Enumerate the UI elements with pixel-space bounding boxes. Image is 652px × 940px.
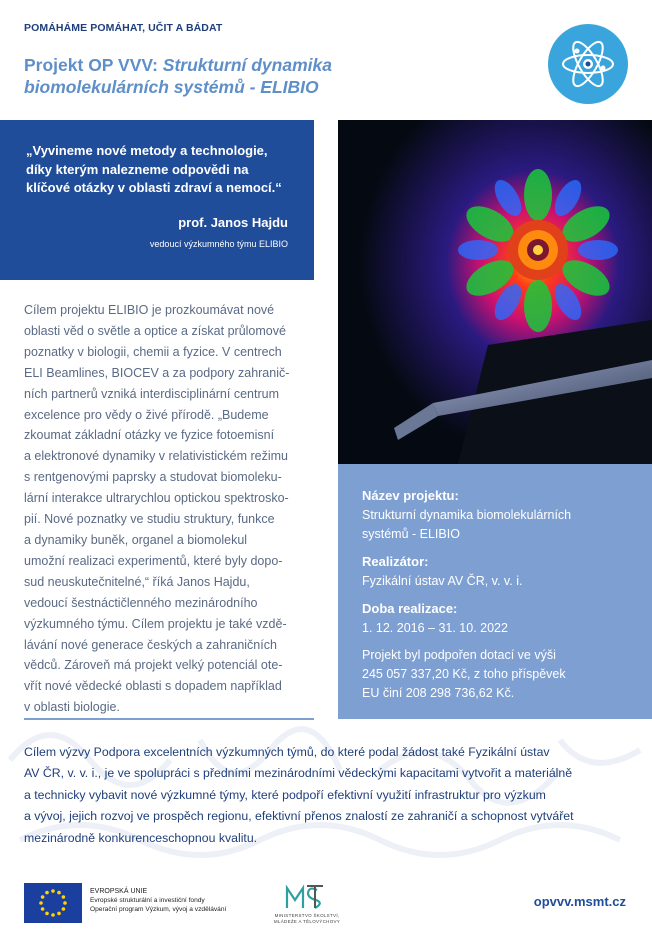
project-info-box bbox=[338, 464, 652, 719]
body-line: umožní realizaci experimentů, které byly dopo- bbox=[24, 553, 283, 568]
realizer-value: Fyzikální ústav AV ČR, v. v. i. bbox=[362, 574, 523, 588]
project-name-label: Název projektu: bbox=[362, 488, 459, 503]
title-line-1: Strukturní dynamika bbox=[162, 55, 332, 75]
bottom-line: a vývoj, jejich rozvoj ve prospěch regionu, efektivní přenos znalostí ze zahraničí a schopnost vytvářet bbox=[24, 809, 574, 824]
footer bbox=[0, 870, 652, 940]
bottom-line: mezinárodně konkurenceschopnou kvalitu. bbox=[24, 830, 258, 845]
laser-photo bbox=[338, 120, 652, 464]
funding-text bbox=[362, 646, 628, 703]
body-line: a elektronové dynamiky v relativistickém režimu bbox=[24, 449, 288, 464]
msmt-line: MINISTERSTVO ŠKOLSTVÍ, bbox=[274, 913, 340, 918]
website-link[interactable]: opvvv.msmt.cz bbox=[533, 894, 626, 909]
msmt-text bbox=[266, 913, 348, 924]
body-line: výzkumného týmu. Cílem projektu je také vzdě- bbox=[24, 616, 287, 631]
eu-text bbox=[90, 887, 226, 914]
bottom-line: a technicky vybavit nové výzkumné týmy, které podpoří efektivní využití infrastruktur pro výzkum bbox=[24, 787, 546, 802]
msmt-logo bbox=[283, 882, 329, 912]
quote-text bbox=[26, 142, 288, 198]
body-line: vědců. Zároveň má projekt velký potenciál ote- bbox=[24, 658, 283, 673]
project-name-line: systémů - ELIBIO bbox=[362, 527, 460, 541]
body-line: vedoucí šestnáctičlenného mezinárodního bbox=[24, 595, 258, 610]
tagline: POMÁHÁME POMÁHAT, UČIT A BÁDAT bbox=[24, 22, 223, 34]
bottom-line: Cílem výzvy Podpora excelentních výzkumných týmů, do které podal žádost také Fyzikální ústav bbox=[24, 745, 550, 759]
quote-box bbox=[0, 120, 314, 280]
body-line: lávání nové generace českých a zahraničních bbox=[24, 637, 277, 652]
body-line: poznatky v biologii, chemii a fyzice. V centrech bbox=[24, 344, 282, 359]
body-line: pií. Nové poznatky ve studiu struktury, funkce bbox=[24, 512, 275, 527]
eu-line-2: Operační program Výzkum, vývoj a vzdělávání bbox=[90, 906, 227, 913]
body-line: vřít nové vědecké oblasti s dopadem například bbox=[24, 679, 282, 694]
quote-line: klíčové otázky v oblasti zdraví a nemocí.“ bbox=[26, 180, 282, 195]
body-line: excelence pro vědy o živé přírodě. „Budeme bbox=[24, 407, 269, 422]
body-line: ních partnerů vzniká interdisciplinární centrum bbox=[24, 386, 279, 401]
call-description bbox=[24, 742, 634, 849]
title-prefix: Projekt OP VVV: bbox=[24, 55, 163, 75]
duration-label: Doba realizace: bbox=[362, 601, 458, 616]
body-line: a dynamiky buněk, organel a biomolekul bbox=[24, 532, 248, 547]
quote-line: díky kterým nalezneme odpovědi na bbox=[26, 161, 249, 177]
body-line: Cílem projektu ELIBIO je prozkoumávat nové bbox=[24, 303, 275, 317]
eu-line-1: Evropské strukturální a investiční fondy bbox=[90, 897, 205, 904]
body-line: lární interakce ultrarychlou optickou spektrosko- bbox=[24, 491, 289, 506]
quote-author-role: vedoucí výzkumného týmu ELIBIO bbox=[149, 238, 288, 249]
body-line: v oblasti biologie. bbox=[24, 700, 120, 715]
project-name-value bbox=[362, 506, 628, 544]
realizer-label: Realizátor: bbox=[362, 554, 429, 569]
quote-author: prof. Janos Hajdu bbox=[178, 214, 288, 230]
project-description bbox=[24, 300, 316, 718]
project-name-line: Strukturní dynamika biomolekulárních bbox=[362, 508, 572, 522]
funding-line: Projekt byl podpořen dotací ve výši bbox=[362, 648, 556, 662]
body-line: s rentgenovými paprsky a studovat biomoleku- bbox=[24, 470, 282, 485]
bottom-line: AV ČR, v. v. i., je ve spolupráci s předními mezinárodními vědeckými kapacitami vytvořit a materiálně bbox=[24, 766, 573, 781]
page-title bbox=[24, 54, 524, 98]
msmt-line: MLÁDEŽE A TĚLOVÝCHOVY bbox=[273, 918, 341, 924]
body-line: ELI Beamlines, BIOCEV a za podpory zahranič- bbox=[24, 365, 290, 380]
eu-title: EVROPSKÁ UNIE bbox=[90, 888, 148, 895]
atom-icon bbox=[548, 24, 628, 104]
funding-line: 245 057 337,20 Kč, z toho příspěvek bbox=[362, 667, 566, 681]
body-line: oblasti věd o světle a optice a získat průlomové bbox=[24, 323, 286, 338]
body-line: zkoumat základní otázky ve fyzice fotoemisní bbox=[24, 428, 275, 443]
duration-value: 1. 12. 2016 – 31. 10. 2022 bbox=[362, 621, 508, 635]
funding-line: EU činí 208 298 736,62 Kč. bbox=[362, 686, 515, 700]
eu-flag-icon bbox=[24, 883, 82, 923]
body-line: sud neuskutečnitelné,“ říká Janos Hajdu, bbox=[24, 574, 250, 589]
quote-line: „Vyvineme nové metody a technologie, bbox=[26, 143, 268, 158]
title-line-2: biomolekulárních systémů - ELIBIO bbox=[24, 77, 319, 97]
